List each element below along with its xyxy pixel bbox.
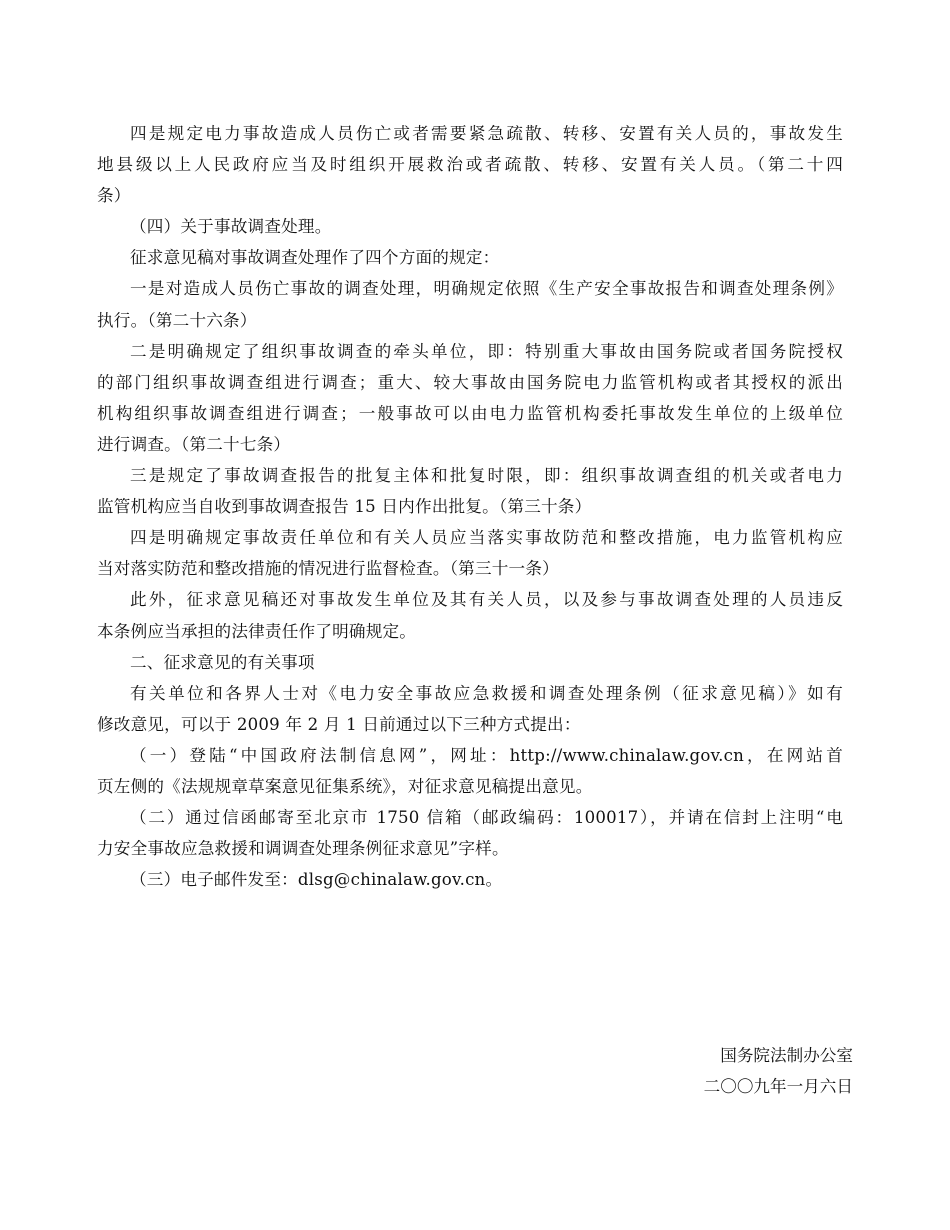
section-heading: 二、征求意见的有关事项 bbox=[130, 652, 315, 672]
text-line: 四是明确规定事故责任单位和有关人员应当落实事故防范和整改措施，电力监管机构应 bbox=[130, 528, 843, 548]
text-line: 力安全事故应急救援和调调查处理条例征求意见”字样。 bbox=[97, 839, 509, 859]
text-line: 有关单位和各界人士对《电力安全事故应急救援和调查处理条例（征求意见稿）》如有 bbox=[130, 683, 843, 703]
text-line: 修改意见，可以于 2009 年 2 月 1 日前通过以下三种方式提出： bbox=[97, 714, 581, 734]
text-line: 的部门组织事故调查组进行调查；重大、较大事故由国务院电力监管机构或者其授权的派出 bbox=[97, 372, 843, 392]
text-line: 页左侧的《法规规章草案意见征集系统》，对征求意见稿提出意见。 bbox=[97, 776, 593, 796]
issue-date: 二〇〇九年一月六日 bbox=[703, 1077, 853, 1096]
text-line: 三是规定了事故调查报告的批复主体和批复时限，即：组织事故调查组的机关或者电力 bbox=[130, 466, 843, 486]
text-line: 机构组织事故调查组进行调查；一般事故可以由电力监管机构委托事故发生单位的上级单位 bbox=[97, 403, 843, 423]
text-line: （一）登陆“中国政府法制信息网”，网址：http://www.chinalaw.gov.cn，在网站首 bbox=[130, 745, 843, 765]
text-line: 当对落实防范和整改措施的情况进行监督检查。（第三十一条） bbox=[97, 559, 559, 579]
text-line: 本条例应当承担的法律责任作了明确规定。 bbox=[97, 621, 417, 641]
text-line: 进行调查。（第二十七条） bbox=[97, 434, 291, 454]
text-line: （三）电子邮件发至：dlsg@chinalaw.gov.cn。 bbox=[130, 870, 503, 890]
text-line: （二）通过信函邮寄至北京市 1750 信箱（邮政编码：100017），并请在信封上注明“电 bbox=[130, 808, 843, 828]
signature-block bbox=[704, 1040, 853, 1102]
text-line: 二是明确规定了组织事故调查的牵头单位，即：特别重大事故由国务院或者国务院授权 bbox=[130, 341, 843, 361]
text-line: 执行。（第二十六条） bbox=[97, 310, 257, 330]
text-line: 此外，征求意见稿还对事故发生单位及其有关人员，以及参与事故调查处理的人员违反 bbox=[130, 590, 843, 610]
issuing-organization: 国务院法制办公室 bbox=[720, 1046, 853, 1065]
section-heading: （四）关于事故调查处理。 bbox=[130, 217, 332, 237]
text-line: 监管机构应当自收到事故调查报告 15 日内作出批复。（第三十条） bbox=[97, 497, 592, 517]
text-line: 四是规定电力事故造成人员伤亡或者需要紧急疏散、转移、安置有关人员的，事故发生 bbox=[130, 124, 843, 143]
document-body bbox=[97, 118, 843, 895]
text-line: 一是对造成人员伤亡事故的调查处理，明确规定依照《生产安全事故报告和调查处理条例》 bbox=[130, 279, 843, 299]
text-line: 地县级以上人民政府应当及时组织开展救治或者疏散、转移、安置有关人员。（第二十四 bbox=[97, 155, 843, 175]
text-line: 征求意见稿对事故调查处理作了四个方面的规定： bbox=[130, 248, 500, 268]
text-line: 条） bbox=[97, 186, 131, 206]
